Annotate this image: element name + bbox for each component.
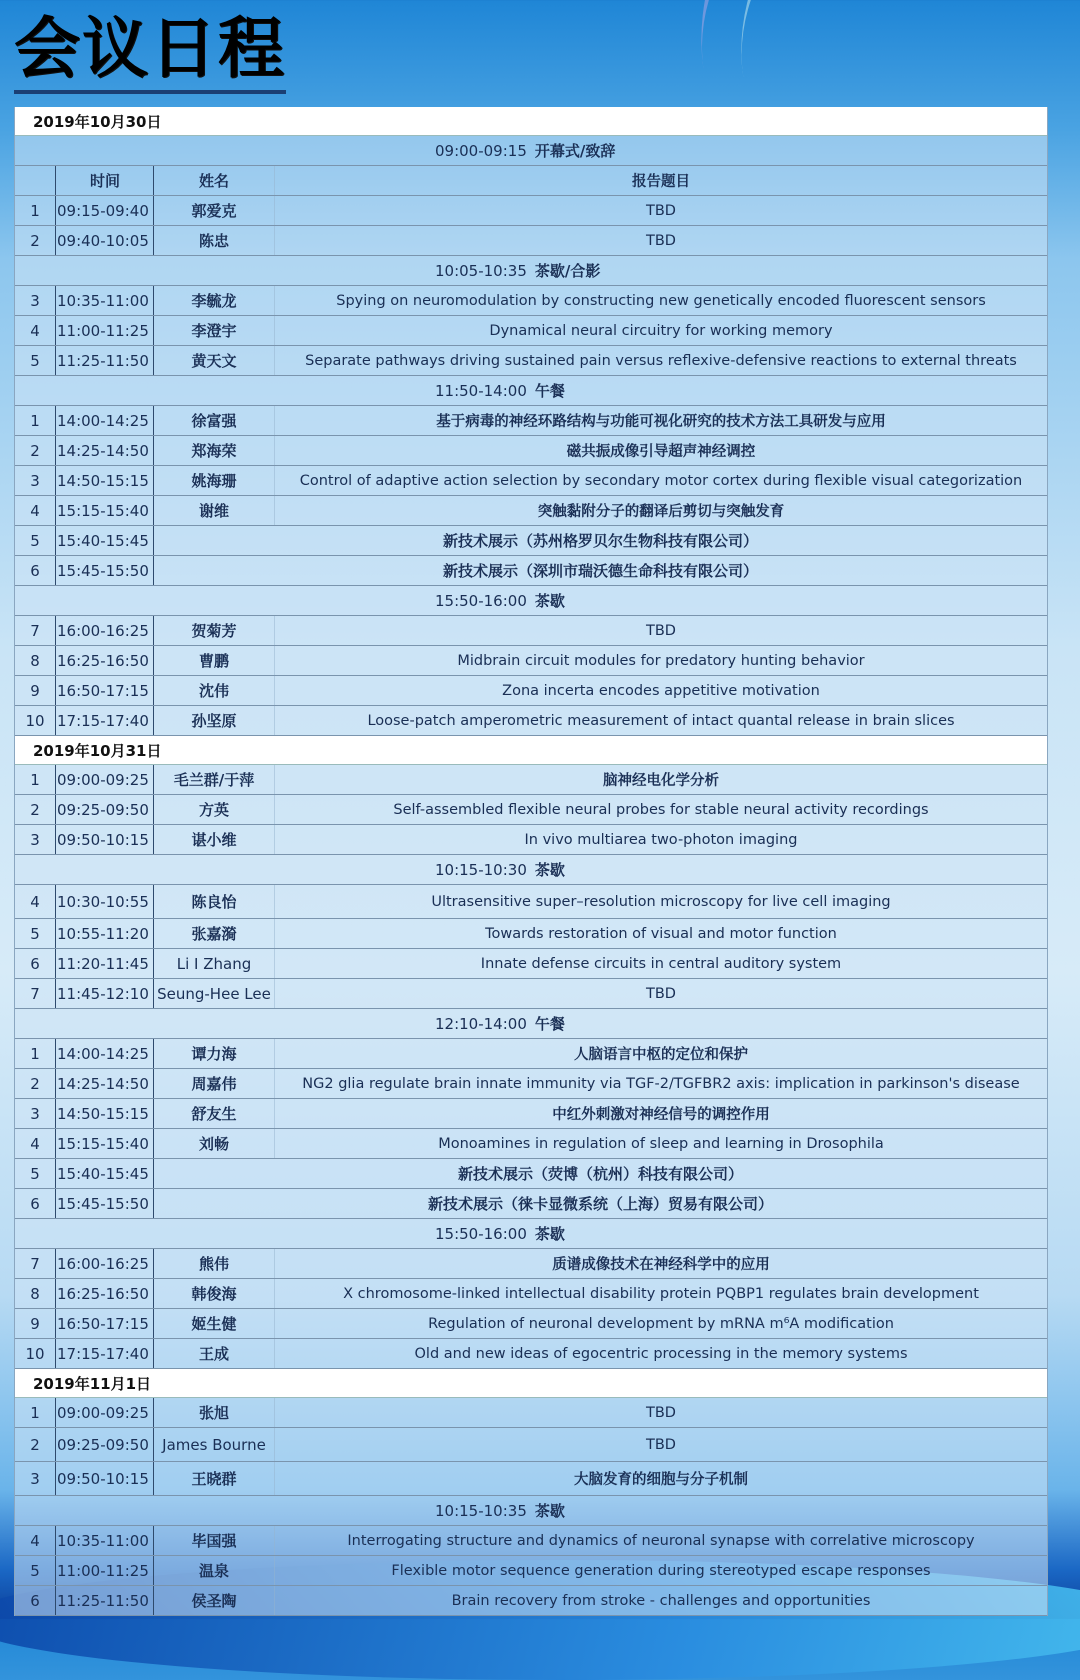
speaker-name: 曹鹏 [153, 646, 274, 675]
talk-time: 11:25-11:50 [55, 1586, 153, 1615]
table-row [15, 1586, 1047, 1616]
break-text [435, 859, 565, 880]
talk-number: 1 [30, 411, 40, 430]
speaker-name: 郭爱克 [153, 196, 274, 225]
talk-title: TBD [274, 616, 1047, 645]
talk-title: TBD [274, 226, 1047, 255]
talk-title: In vivo multiarea two-photon imaging [274, 825, 1047, 854]
talk-number: 4 [30, 501, 40, 520]
speaker-name: 黄天文 [153, 346, 274, 375]
talk-time: 16:50-17:15 [55, 676, 153, 705]
talk-number: 6 [30, 1194, 40, 1213]
speaker-name: 贺菊芳 [153, 616, 274, 645]
talk-title: 基于病毒的神经环路结构与功能可视化研究的技术方法工具研发与应用 [274, 406, 1047, 435]
break-text [435, 140, 615, 161]
talk-time: 15:45-15:50 [55, 1189, 153, 1218]
talk-title: Interrogating structure and dynamics of neuronal synapse with correlative microscopy [274, 1526, 1047, 1555]
talk-number: 3 [30, 1104, 40, 1123]
talk-number: 2 [30, 1074, 40, 1093]
table-row [15, 1526, 1047, 1556]
talk-time: 10:35-11:00 [55, 1526, 153, 1555]
sponsor-row [15, 556, 1047, 586]
table-row [15, 1129, 1047, 1159]
table-row [15, 496, 1047, 526]
table-row [15, 949, 1047, 979]
talk-time: 15:40-15:45 [55, 1159, 153, 1188]
talk-time: 15:15-15:40 [55, 496, 153, 525]
break-label: 午餐 [534, 1015, 565, 1033]
talk-title: Control of adaptive action selection by secondary motor cortex during flexible visual categorization [274, 466, 1047, 495]
table-header-row [15, 166, 1047, 196]
speaker-name: 刘畅 [153, 1129, 274, 1158]
talk-title: NG2 glia regulate brain innate immunity via TGF-2/TGFBR2 axis: implication in parkinson's disease [274, 1069, 1047, 1098]
talk-title: 突触黏附分子的翻译后剪切与突触发育 [274, 496, 1047, 525]
break-text [435, 590, 565, 611]
table-row [15, 1339, 1047, 1369]
talk-time: 14:50-15:15 [55, 466, 153, 495]
speaker-name: 姬生健 [153, 1309, 274, 1338]
speaker-name: 谢维 [153, 496, 274, 525]
talk-number: 1 [30, 1044, 40, 1063]
speaker-name: 陈良怡 [153, 885, 274, 918]
talk-number: 8 [30, 651, 40, 670]
schedule-table [14, 107, 1048, 1616]
speaker-name: 沈伟 [153, 676, 274, 705]
talk-number: 10 [25, 1344, 45, 1363]
talk-number: 1 [30, 201, 40, 220]
break-label: 茶歇/合影 [534, 262, 601, 280]
speaker-name: 韩俊海 [153, 1279, 274, 1308]
talk-time: 09:15-09:40 [55, 196, 153, 225]
speaker-name: 张嘉漪 [153, 919, 274, 948]
talk-number: 2 [30, 441, 40, 460]
table-row [15, 1309, 1047, 1339]
table-row [15, 436, 1047, 466]
talk-time: 16:00-16:25 [55, 1249, 153, 1278]
break-row [15, 136, 1047, 166]
break-time: 11:50-14:00 [435, 382, 527, 400]
talk-time: 15:15-15:40 [55, 1129, 153, 1158]
sponsor-title: 新技术展示（荧博（杭州）科技有限公司） [153, 1159, 1047, 1188]
speaker-name: Seung-Hee Lee [153, 979, 274, 1008]
speaker-name: 温泉 [153, 1556, 274, 1585]
talk-title: X chromosome-linked intellectual disability protein PQBP1 regulates brain development [274, 1279, 1047, 1308]
table-row [15, 1039, 1047, 1069]
speaker-name: 毕国强 [153, 1526, 274, 1555]
talk-title: Old and new ideas of egocentric processing in the memory systems [274, 1339, 1047, 1368]
talk-number: 2 [30, 800, 40, 819]
talk-title: Spying on neuromodulation by constructing new genetically encoded fluorescent sensors [274, 286, 1047, 315]
talk-number: 4 [30, 1531, 40, 1550]
talk-number: 7 [30, 621, 40, 640]
talk-number: 10 [25, 711, 45, 730]
header-time: 时间 [55, 166, 153, 195]
break-text [435, 1223, 565, 1244]
talk-number: 1 [30, 1403, 40, 1422]
table-row [15, 706, 1047, 736]
talk-time: 09:00-09:25 [55, 1398, 153, 1427]
table-row [15, 979, 1047, 1009]
talk-time: 09:00-09:25 [55, 765, 153, 794]
table-row [15, 286, 1047, 316]
table-row [15, 1398, 1047, 1428]
talk-number: 3 [30, 1469, 40, 1488]
talk-time: 11:00-11:25 [55, 316, 153, 345]
talk-time: 11:20-11:45 [55, 949, 153, 978]
talk-title: TBD [274, 979, 1047, 1008]
talk-number: 2 [30, 231, 40, 250]
talk-number: 5 [30, 531, 40, 550]
day-date: 2019年11月1日 [33, 1374, 152, 1393]
talk-title: Regulation of neuronal development by mRNA m⁶A modification [274, 1309, 1047, 1338]
talk-time: 14:00-14:25 [55, 406, 153, 435]
talk-time: 11:25-11:50 [55, 346, 153, 375]
break-time: 10:15-10:30 [435, 861, 527, 879]
speaker-name: 郑海荣 [153, 436, 274, 465]
talk-time: 14:25-14:50 [55, 436, 153, 465]
sponsor-title: 新技术展示（徕卡显微系统（上海）贸易有限公司） [153, 1189, 1047, 1218]
table-row [15, 646, 1047, 676]
talk-number: 4 [30, 892, 40, 911]
table-row [15, 1428, 1047, 1462]
speaker-name: 徐富强 [153, 406, 274, 435]
speaker-name: 张旭 [153, 1398, 274, 1427]
talk-title: Dynamical neural circuitry for working memory [274, 316, 1047, 345]
speaker-name: 舒友生 [153, 1099, 274, 1128]
talk-number: 5 [30, 924, 40, 943]
talk-time: 09:50-10:15 [55, 825, 153, 854]
break-label: 茶歇 [534, 592, 565, 610]
break-row [15, 586, 1047, 616]
talk-time: 16:50-17:15 [55, 1309, 153, 1338]
break-label: 午餐 [534, 382, 565, 400]
talk-time: 10:35-11:00 [55, 286, 153, 315]
sponsor-title: 新技术展示（苏州格罗贝尔生物科技有限公司） [153, 526, 1047, 555]
speaker-name: 周嘉伟 [153, 1069, 274, 1098]
talk-time: 09:25-09:50 [55, 1428, 153, 1461]
speaker-name: 李毓龙 [153, 286, 274, 315]
speaker-name: James Bourne [153, 1428, 274, 1461]
talk-time: 15:40-15:45 [55, 526, 153, 555]
talk-title: TBD [274, 196, 1047, 225]
break-label: 茶歇 [534, 1225, 565, 1243]
talk-title: Separate pathways driving sustained pain versus reflexive-defensive reactions to external threats [274, 346, 1047, 375]
talk-title: Loose-patch amperometric measurement of intact quantal release in brain slices [274, 706, 1047, 735]
table-row [15, 466, 1047, 496]
talk-time: 17:15-17:40 [55, 706, 153, 735]
talk-title: Flexible motor sequence generation during stereotyped escape responses [274, 1556, 1047, 1585]
break-time: 10:05-10:35 [435, 262, 527, 280]
day-date: 2019年10月30日 [33, 112, 162, 131]
break-time: 10:15-10:35 [435, 1502, 527, 1520]
talk-number: 3 [30, 291, 40, 310]
speaker-name: 方英 [153, 795, 274, 824]
speaker-name: 王成 [153, 1339, 274, 1368]
speaker-name: 王晓群 [153, 1462, 274, 1495]
break-row [15, 1009, 1047, 1039]
talk-number: 7 [30, 1254, 40, 1273]
talk-time: 15:45-15:50 [55, 556, 153, 585]
talk-time: 09:25-09:50 [55, 795, 153, 824]
talk-number: 6 [30, 1591, 40, 1610]
table-row [15, 196, 1047, 226]
speaker-name: 谌小维 [153, 825, 274, 854]
break-text [435, 1013, 565, 1034]
break-time: 09:00-09:15 [435, 142, 527, 160]
break-text [435, 1500, 565, 1521]
talk-time: 14:00-14:25 [55, 1039, 153, 1068]
talk-title: Monoamines in regulation of sleep and learning in Drosophila [274, 1129, 1047, 1158]
table-row [15, 346, 1047, 376]
talk-time: 10:55-11:20 [55, 919, 153, 948]
talk-number: 4 [30, 1134, 40, 1153]
talk-title: 脑神经电化学分析 [274, 765, 1047, 794]
table-row [15, 1279, 1047, 1309]
talk-number: 5 [30, 351, 40, 370]
talk-title: Innate defense circuits in central auditory system [274, 949, 1047, 978]
speaker-name: 侯圣陶 [153, 1586, 274, 1615]
talk-title: 中红外刺激对神经信号的调控作用 [274, 1099, 1047, 1128]
table-row [15, 1462, 1047, 1496]
talk-time: 10:30-10:55 [55, 885, 153, 918]
speaker-name: 毛兰群/于萍 [153, 765, 274, 794]
talk-title: Self-assembled flexible neural probes for stable neural activity recordings [274, 795, 1047, 824]
talk-title: 磁共振成像引导超声神经调控 [274, 436, 1047, 465]
talk-number: 9 [30, 681, 40, 700]
talk-number: 4 [30, 321, 40, 340]
sponsor-row [15, 1189, 1047, 1219]
header-title: 报告题目 [274, 166, 1047, 195]
table-row [15, 226, 1047, 256]
talk-time: 17:15-17:40 [55, 1339, 153, 1368]
talk-number: 2 [30, 1435, 40, 1454]
talk-number: 1 [30, 770, 40, 789]
day-date: 2019年10月31日 [33, 741, 162, 760]
table-row [15, 765, 1047, 795]
talk-title: TBD [274, 1428, 1047, 1461]
speaker-name: Li I Zhang [153, 949, 274, 978]
speaker-name: 谭力海 [153, 1039, 274, 1068]
table-row [15, 1249, 1047, 1279]
day-date-row [15, 736, 1047, 765]
talk-number: 3 [30, 471, 40, 490]
talk-number: 5 [30, 1164, 40, 1183]
page-title: 会议日程 [14, 12, 286, 94]
day-date-row [15, 107, 1047, 136]
table-row [15, 825, 1047, 855]
talk-number: 6 [30, 954, 40, 973]
break-label: 开幕式/致辞 [534, 142, 616, 160]
speaker-name: 陈忠 [153, 226, 274, 255]
header-name: 姓名 [153, 166, 274, 195]
talk-time: 16:25-16:50 [55, 1279, 153, 1308]
break-text [435, 380, 565, 401]
talk-title: 人脑语言中枢的定位和保护 [274, 1039, 1047, 1068]
break-text [435, 260, 600, 281]
talk-number: 5 [30, 1561, 40, 1580]
table-row [15, 676, 1047, 706]
speaker-name: 孙坚原 [153, 706, 274, 735]
day-date-row [15, 1369, 1047, 1398]
table-row [15, 885, 1047, 919]
speaker-name: 熊伟 [153, 1249, 274, 1278]
talk-number: 6 [30, 561, 40, 580]
break-time: 12:10-14:00 [435, 1015, 527, 1033]
talk-title: Midbrain circuit modules for predatory hunting behavior [274, 646, 1047, 675]
talk-time: 09:40-10:05 [55, 226, 153, 255]
break-row [15, 855, 1047, 885]
talk-number: 3 [30, 830, 40, 849]
talk-number: 8 [30, 1284, 40, 1303]
speaker-name: 李澄宇 [153, 316, 274, 345]
talk-time: 16:00-16:25 [55, 616, 153, 645]
table-row [15, 316, 1047, 346]
talk-title: TBD [274, 1398, 1047, 1427]
table-row [15, 1099, 1047, 1129]
talk-title: 大脑发育的细胞与分子机制 [274, 1462, 1047, 1495]
table-row [15, 406, 1047, 436]
break-row [15, 256, 1047, 286]
table-row [15, 795, 1047, 825]
table-row [15, 1069, 1047, 1099]
talk-title: 质谱成像技术在神经科学中的应用 [274, 1249, 1047, 1278]
sponsor-row [15, 1159, 1047, 1189]
talk-time: 14:25-14:50 [55, 1069, 153, 1098]
talk-title: Brain recovery from stroke - challenges and opportunities [274, 1586, 1047, 1615]
talk-time: 16:25-16:50 [55, 646, 153, 675]
sponsor-row [15, 526, 1047, 556]
talk-time: 11:45-12:10 [55, 979, 153, 1008]
break-time: 15:50-16:00 [435, 1225, 527, 1243]
talk-time: 14:50-15:15 [55, 1099, 153, 1128]
talk-number: 7 [30, 984, 40, 1003]
table-row [15, 616, 1047, 646]
break-row [15, 1219, 1047, 1249]
break-row [15, 376, 1047, 406]
talk-title: Towards restoration of visual and motor function [274, 919, 1047, 948]
break-time: 15:50-16:00 [435, 592, 527, 610]
talk-time: 11:00-11:25 [55, 1556, 153, 1585]
talk-title: Zona incerta encodes appetitive motivation [274, 676, 1047, 705]
break-label: 茶歇 [534, 1502, 565, 1520]
table-row [15, 1556, 1047, 1586]
talk-title: Ultrasensitive super–resolution microscopy for live cell imaging [274, 885, 1047, 918]
talk-number: 9 [30, 1314, 40, 1333]
talk-time: 09:50-10:15 [55, 1462, 153, 1495]
table-row [15, 919, 1047, 949]
break-label: 茶歇 [534, 861, 565, 879]
speaker-name: 姚海珊 [153, 466, 274, 495]
break-row [15, 1496, 1047, 1526]
sponsor-title: 新技术展示（深圳市瑞沃德生命科技有限公司） [153, 556, 1047, 585]
